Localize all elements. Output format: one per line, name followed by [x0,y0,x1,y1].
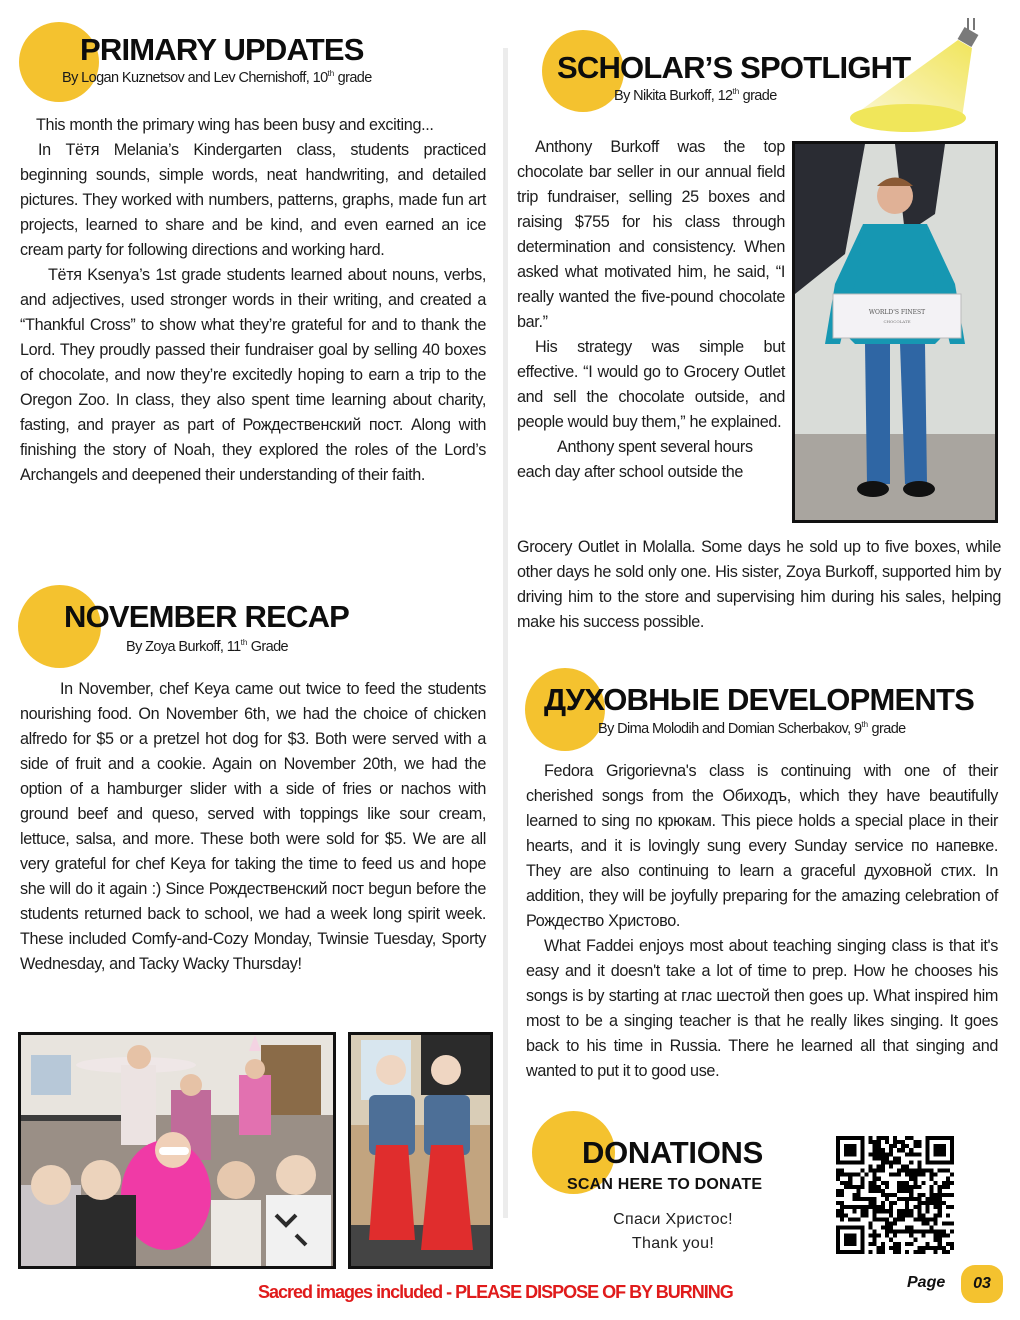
section-title: NOVEMBER RECAP [64,599,350,634]
paragraph: Grocery Outlet in Molalla. Some days he sold up to five boxes, while other days he sold only one. His sister, Zoya Burkoff, supported him by driving him to the store and supervising him during his sales, helping make his success possible. [517,538,1001,631]
page-number-badge [961,1265,1003,1303]
box-brand-text: WORLD'S FINEST [868,309,926,316]
byline: By Dima Molodih and Domian Scherbakov, 9th grade [598,720,906,737]
twinsie-tuesday-photo [348,1032,493,1269]
byline: By Logan Kuznetsov and Lev Chernishoff, 10th grade [62,69,372,86]
box-brand-subtext: CHOCOLATE [883,319,911,324]
spotlight-icon [840,10,1020,135]
disposal-warning: Sacred images included - PLEASE DISPOSE OF BY BURNING [258,1282,733,1302]
section-title: SCHOLAR’S SPOTLIGHT [557,50,911,85]
article-body-wide [517,535,1001,635]
article-body [526,759,998,1084]
section-title: PRIMARY UPDATES [80,32,364,67]
paragraph: Fedora Grigorievna's class is continuing with one of their cherished songs from the Обиходъ, which they have beautifully learned to sing по крюкам. This piece holds a special place in their hearts, and it is lovingly sung every Sunday service по напевке. They are also continuing to learn a graceful духовной стих. In addition, they will be joyfully preparing for the amazing celebration of Рождество Христово. [526,762,998,930]
paragraph: Тётя Ksenya’s 1st grade students learned about nouns, verbs, and adjectives, used stronger words in their writing, and created a “Thankful Cross” to show what they’re grateful for and to thank the Lord. They proudly passed their fundraiser goal by selling 40 boxes of chocolate, and now they’re excitedly hoping to earn a trip to the Oregon Zoo. In class, they also spent time learning about charity, fasting, and prayer as part of Рождественский пост. Along with finishing the story of Noah, they explored the roles of the Lord’s Archangels and deepened their understanding of their faith. [20,266,486,484]
donate-subtitle: SCAN HERE TO DONATE [567,1176,763,1193]
anthony-photo-illustration [795,144,995,520]
section-title: DONATIONS [582,1135,763,1170]
page-number: 03 [973,1275,991,1292]
section-title: ДУХОВНЫЕ DEVELOPMENTS [544,682,974,717]
byline: By Nikita Burkoff, 12th grade [614,87,777,104]
paragraph: Anthony Burkoff was the top chocolate bar seller in our annual field trip fundraiser, selling 25 boxes and raising $755 for his class through determination and consistency. When asked what motivated him, he said, “I really wanted the five-pound chocolate bar.” [517,138,785,331]
thank-you-text [573,1208,773,1256]
qr-code-icon[interactable] [836,1136,954,1254]
group-photo-illustration [21,1035,333,1266]
paragraph: Anthony spent several hours each day after school outside the [517,438,753,481]
paragraph: What Faddei enjoys most about teaching singing class is that it's easy and it doesn't take a lot of time to prep. How he chooses his songs is by starting at глас шестой then goes up. What inspired him most to be a singing teacher is that he really likes singing. It goes back to his time in Russia. There he learned all that singing and wanted to put it to good use. [526,937,998,1080]
article-body [20,677,486,977]
thanks-russian: Спаси Христос! [613,1211,733,1228]
article-body-narrow [517,135,785,485]
intro-text: This month the primary wing has been busy and exciting... [36,116,434,134]
twins-photo-illustration [351,1035,490,1266]
page-label: Page [907,1274,946,1291]
column-divider [503,48,508,1218]
spirit-week-group-photo [18,1032,336,1269]
paragraph: In November, chef Keya came out twice to feed the students nourishing food. On November 6th, we had the choice of chicken alfredo for $5 or a pretzel hot dog for $3. Both were served with a side of fruit and a cookie. Again on November 20th, we had the option of a hamburger slider with a side of fries or nachos with ground beef and queso, served with toppings like sour cream, lettuce, salsa, and more. These both were sold for $5. We are all very grateful for chef Keya for taking the time to feed us and hope she will do it again :) Since Рождественский пост begun before the students returned back to school, we had a week long spirit week. These included Comfy-and-Cozy Monday, Twinsie Tuesday, Sporty Wednesday, and Tacky Wacky Thursday! [20,680,486,973]
paragraph: His strategy was simple but effective. “I would go to Grocery Outlet and sell the chocolate outside, and people would buy them,” he explained. [517,338,785,431]
byline: By Zoya Burkoff, 11th Grade [126,638,289,655]
thanks-english: Thank you! [631,1235,715,1252]
paragraph: In Тётя Melania’s Kindergarten class, students practiced beginning sounds, simple words, neat handwriting, and detailed pictures. They worked with numbers, patterns, graphs, made fun art projects, learned to share and be kind, and even earned an ice cream party for following directions and working hard. [20,141,486,259]
article-body [20,113,486,488]
anthony-photo [792,141,998,523]
